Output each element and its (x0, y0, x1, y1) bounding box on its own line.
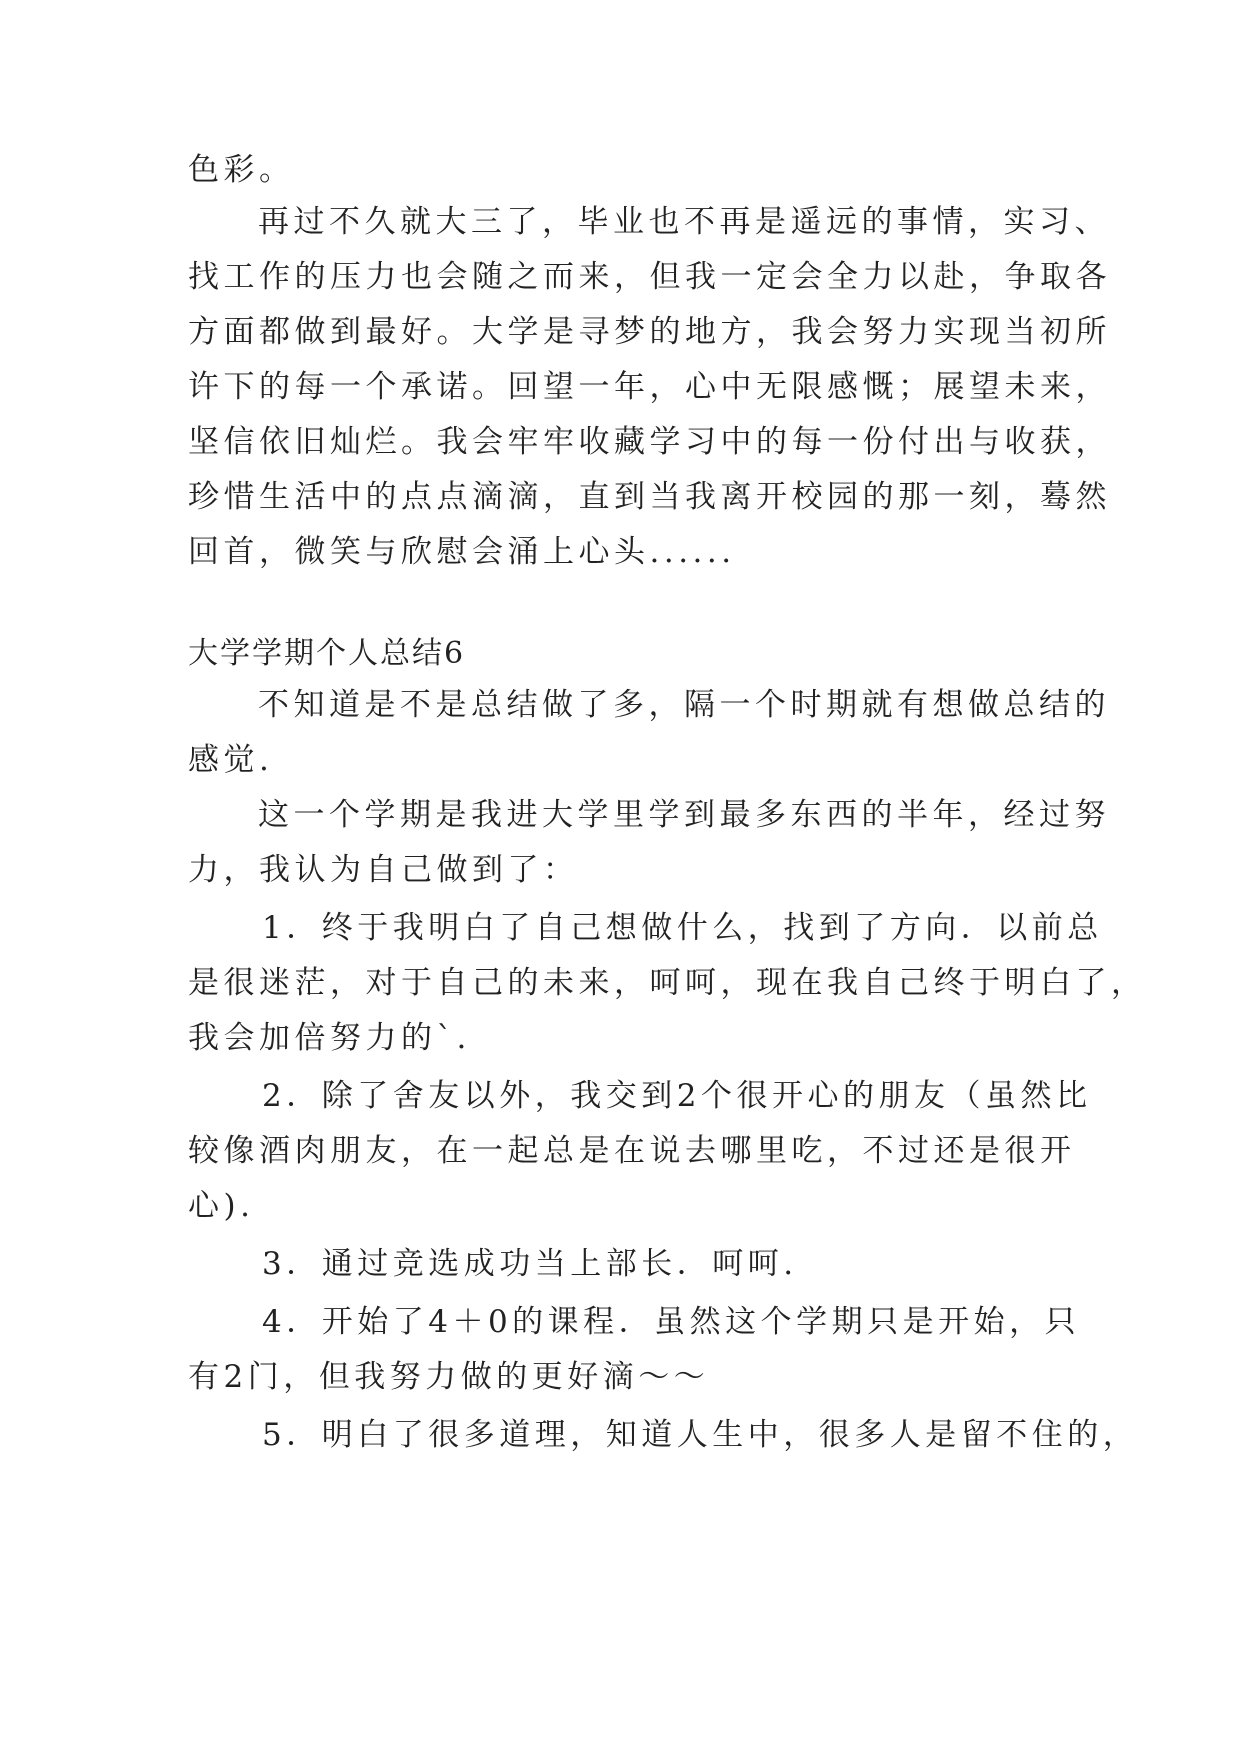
paragraph-line: 感觉. (188, 742, 274, 778)
list-item-line: 5．明白了很多道理，知道人生中，很多人是留不住的， (262, 1417, 1139, 1453)
list-item-line: 4．开始了4＋0的课程．虽然这个学期只是开始，只 (262, 1304, 1081, 1340)
paragraph-line: 找工作的压力也会随之而来，但我一定会全力以赴，争取各 (188, 259, 1111, 295)
list-item-line: 心). (188, 1188, 255, 1224)
paragraph-line: 方面都做到最好。大学是寻梦的地方，我会努力实现当初所 (188, 314, 1111, 350)
paragraph-line: 力，我认为自己做到了： (188, 852, 579, 888)
paragraph-line: 色彩。 (188, 152, 295, 188)
paragraph-line: 许下的每一个承诺。回望一年，心中无限感慨；展望未来， (188, 369, 1111, 405)
section-heading: 大学学期个人总结6 (188, 636, 466, 671)
list-item-line: 较像酒肉朋友，在一起总是在说去哪里吃，不过还是很开 (188, 1133, 1076, 1169)
list-item-line: 1．终于我明白了自己想做什么，找到了方向．以前总 (262, 910, 1103, 946)
list-item-line: 有2门，但我努力做的更好滴～～ (188, 1359, 710, 1395)
list-item-line: 3．通过竞选成功当上部长．呵呵. (262, 1246, 798, 1282)
paragraph-line: 珍惜生活中的点点滴滴，直到当我离开校园的那一刻，蓦然 (188, 479, 1111, 515)
list-item-line: 是很迷茫，对于自己的未来，呵呵，现在我自己终于明白了， (188, 965, 1147, 1001)
list-item-line: 2．除了舍友以外，我交到2个很开心的朋友（虽然比 (262, 1078, 1092, 1114)
paragraph-line: 坚信依旧灿烂。我会牢牢收藏学习中的每一份付出与收获， (188, 424, 1111, 460)
paragraph-line: 不知道是不是总结做了多，隔一个时期就有想做总结的 (258, 687, 1110, 723)
paragraph-line: 这一个学期是我进大学里学到最多东西的半年，经过努 (258, 797, 1110, 833)
list-item-line: 我会加倍努力的`. (188, 1020, 471, 1056)
paragraph-line: 回首，微笑与欣慰会涌上心头...... (188, 534, 736, 570)
paragraph-line: 再过不久就大三了，毕业也不再是遥远的事情，实习、 (258, 204, 1110, 240)
